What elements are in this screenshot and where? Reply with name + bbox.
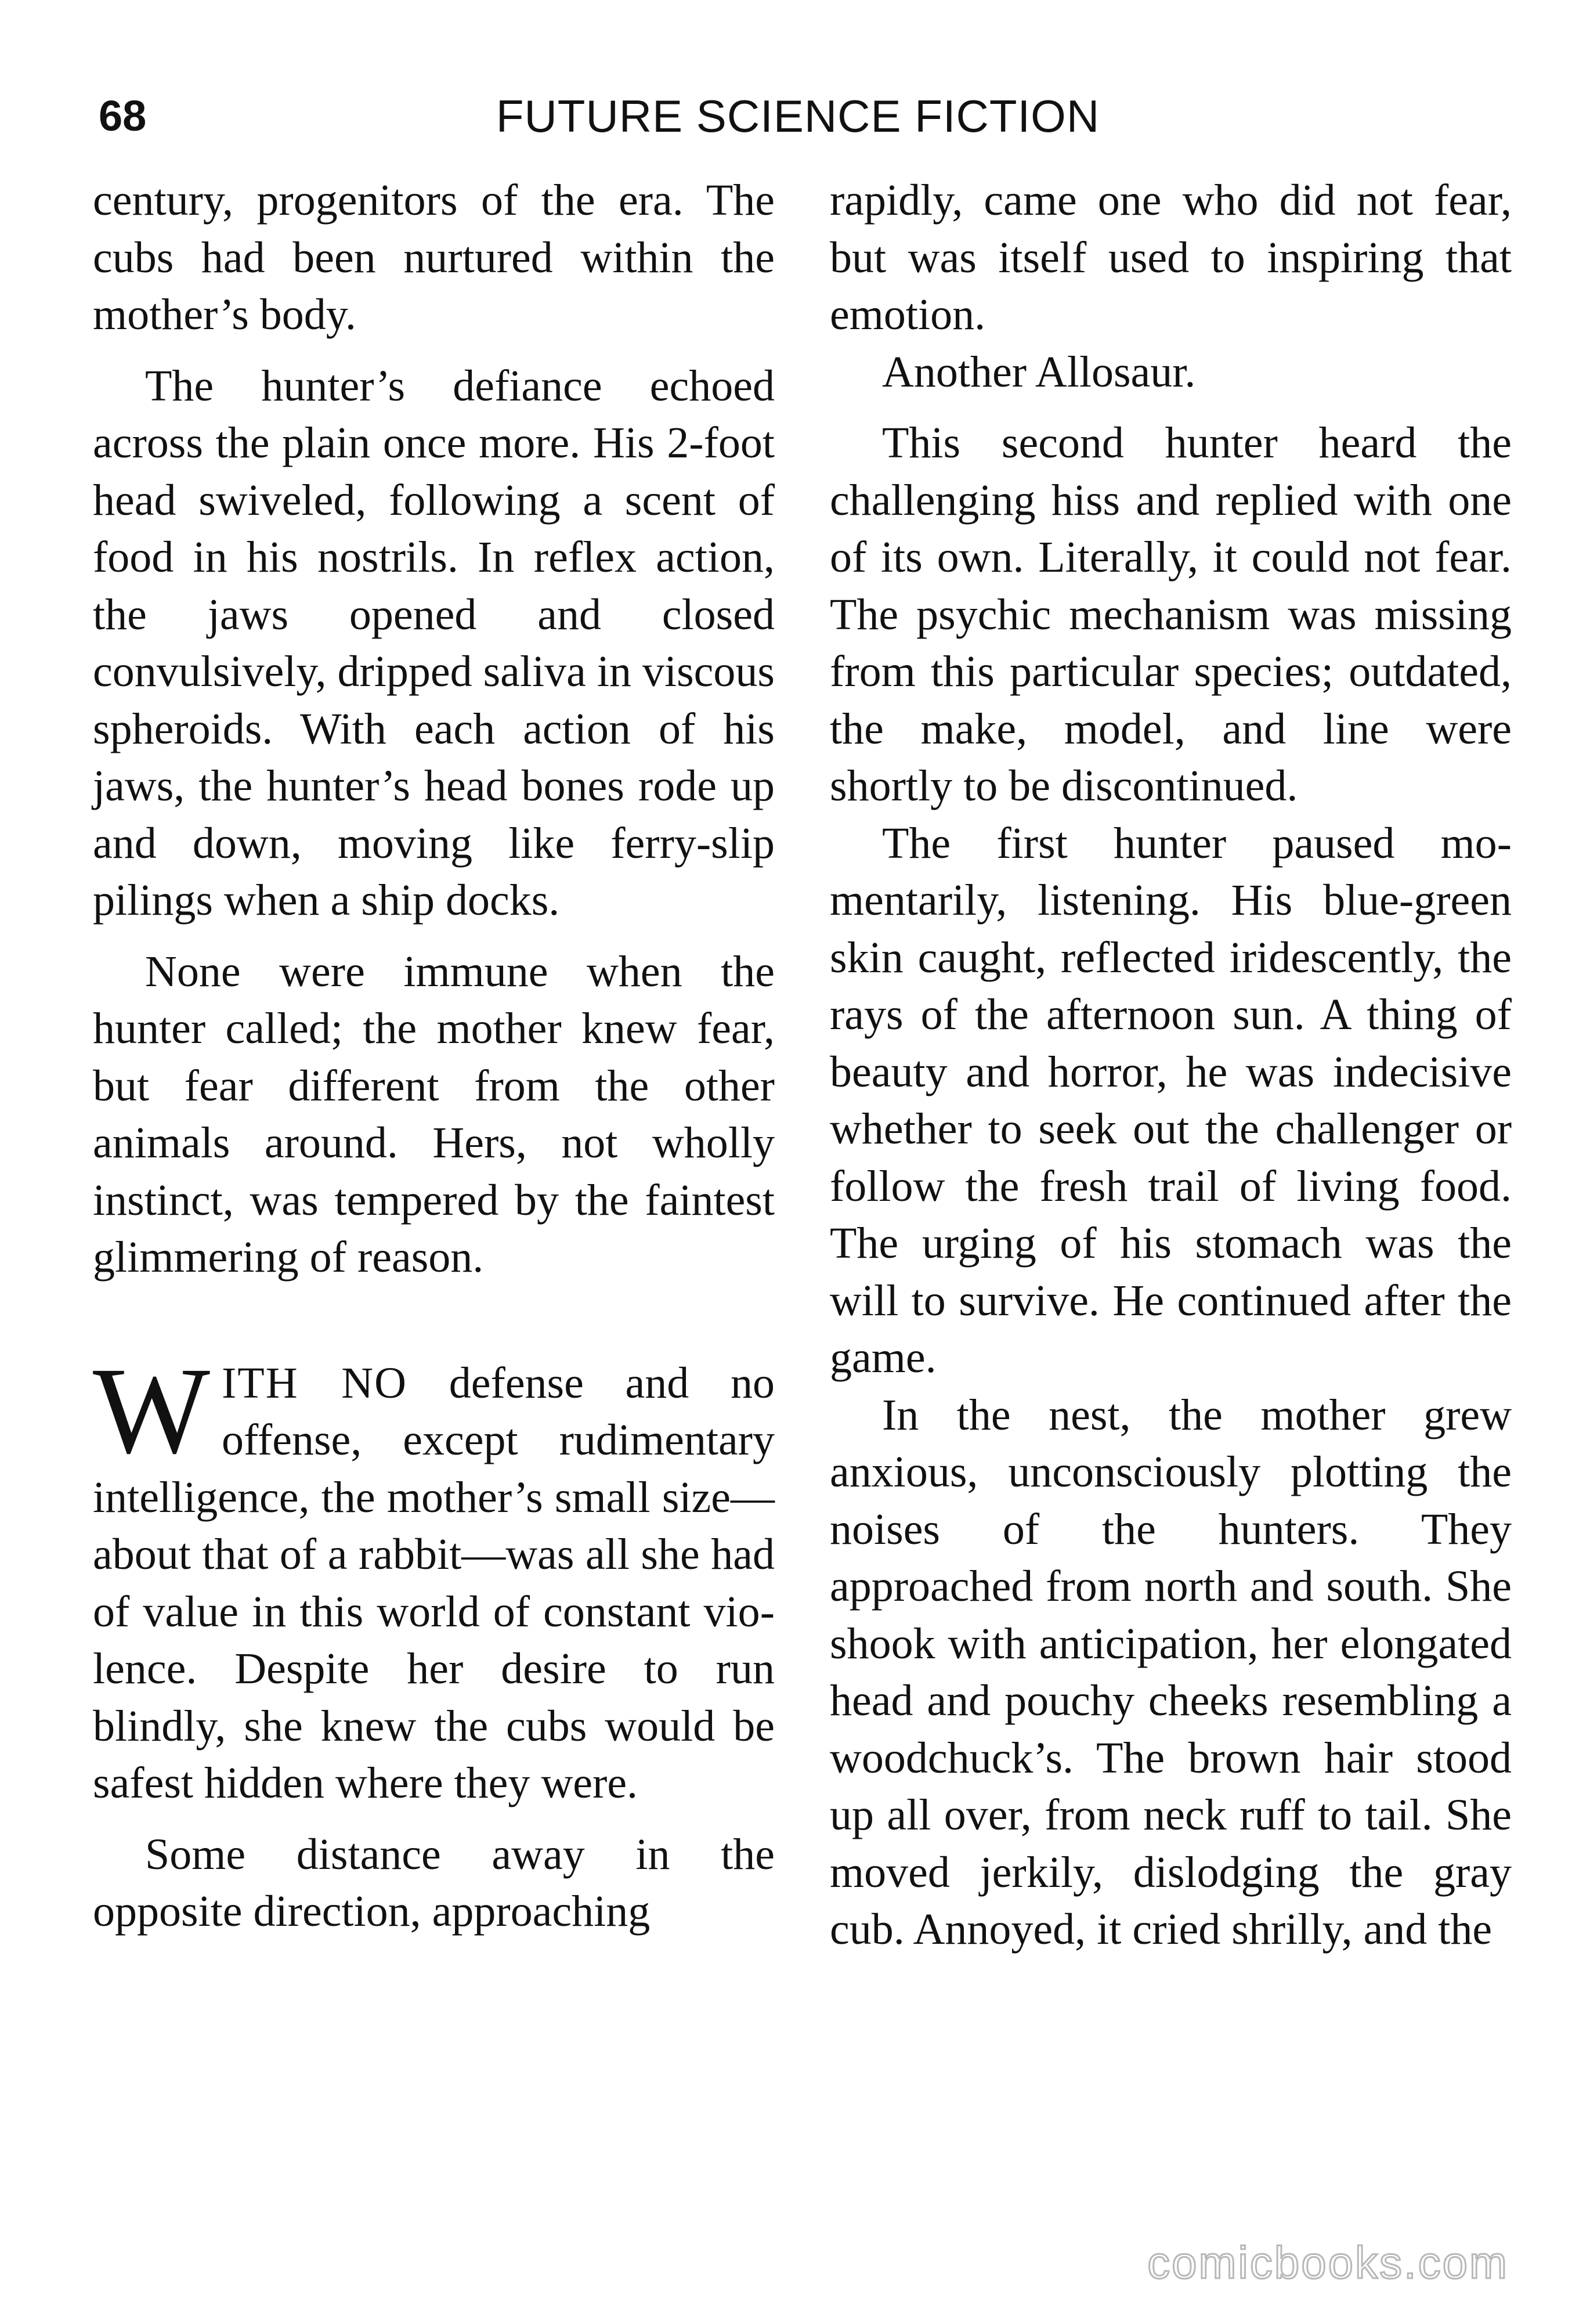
paragraph: None were immune when the hunter called; the mother knew fear, but fear different from the other animals around. Hers, not wholly instinct, was tempered by the faintest glimmering of reason. [93,947,775,1282]
paragraph: This second hunter heard the challenging hiss and replied with one of its own. Literally, it could not fear. The psychic mechanism was missing from this particular species; outdated, the make, model, and line were shortly to be discontinued. [830,418,1512,810]
paragraph: The first hunter paused momentarily, listening. His blue-green skin caught, reflected iridescently, the rays of the afternoon sun. A thing of beauty and horror, he was indecisive whether to seek out the challenger or follow the fresh trail of living food. The urging of his stomach was the will to survive. He continued after the game. [830,818,1512,1382]
left-column [93,172,775,1940]
watermark: comicbooks.com [1147,2237,1509,2288]
page-header [87,81,1509,163]
paragraph-text: defense and no offense, except rudimentary intelligence, the mother’s small size—about that of a rabbit—was all she had of value in this world of constant violence. Despite her desire to run blindly, she knew the cubs would be safest hidden where they were. [93,1358,775,1807]
paragraph: century, progenitors of the era. The cubs had been nurtured within the mother’s body. [93,176,775,339]
paragraph: Another Allosaur. [882,347,1196,396]
paragraph: In the nest, the mother grew anxious, unconsciously plotting the noises of the hunters. They approached from north and south. She shook with anticipation, her elongated head and pouchy cheeks resembling a woodchuck’s. The brown hair stood up all over, from neck ruff to tail. She moved jerkily, dislodging the gray cub. Annoyed, it cried shrilly, and the [830,1390,1512,1954]
section-opening-paragraph [93,1341,775,1812]
lead-in: ITH NO [221,1358,408,1408]
paragraph: Some distance away in the opposite direction, approaching [93,1829,775,1936]
magazine-title: FUTURE SCIENCE FICTION [496,91,1100,142]
right-column [830,172,1512,1958]
paragraph: rapidly, came one who did not fear, but was itself used to inspiring that emotion. [830,176,1512,339]
paragraph: The hunter’s defiance echoed across the plain once more. His 2-foot head swiveled, following a scent of food in his nostrils. In reflex action, the jaws opened and closed convulsively, dripped saliva in viscous spheroids. With each action of his jaws, the hunter’s head bones rode up and down, moving like ferry-slip pilings when a ship docks. [93,361,775,925]
page-number: 68 [99,92,147,140]
drop-cap: W [93,1341,210,1479]
